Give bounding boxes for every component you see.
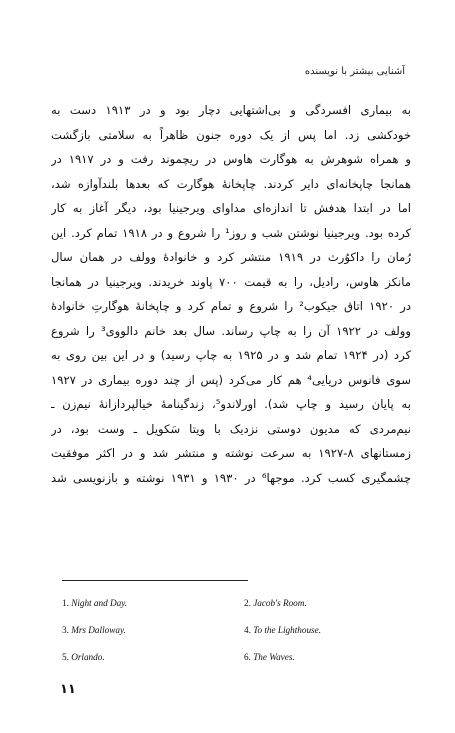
body-line: سوی فانوس دریایی⁴ هم کار می‌کرد (پس از چند دوره بیماری در ۱۹۲۷ xyxy=(51,372,411,387)
footnote-number: 4. xyxy=(244,625,251,635)
footnote-title: Mrs Dalloway. xyxy=(71,625,126,635)
footnote-1 xyxy=(62,598,127,608)
body-line: در ۱۹۲۰ اتاق جیکوب² را شروع و تمام کرد و چاپخانهٔ هوگارتِ خانوادهٔ xyxy=(51,299,411,313)
footnote-number: 6. xyxy=(244,652,251,662)
footnote-title: Jacob's Room. xyxy=(253,598,307,608)
footnote-title: To the Lighthouse. xyxy=(253,625,321,635)
body-line: زمستانهای ۸-۱۹۲۷ به سرعت نوشته و منتشر شد و در اکثر موفقیت xyxy=(51,446,411,460)
footnote-number: 2. xyxy=(244,598,251,608)
body-line: خودکشی زد. اما پس از یک دوره جنون ظاهراً به سلامتی بازگشت xyxy=(51,127,411,142)
body-line: اما در ابتدا هدفش تا اندازه‌ای مداوای ویرجینیا بود، دیگر آغاز به کار xyxy=(51,201,411,215)
footnote-title: Night and Day. xyxy=(71,598,128,608)
footnote-title: Orlando. xyxy=(71,652,105,662)
footnote-5 xyxy=(62,652,105,662)
footnote-2 xyxy=(244,598,307,608)
body-line: نیم‌مردی که مدیون دوستی نزدیک با ویتا سَکویل ـ وست بود، در xyxy=(51,421,411,436)
body-paragraph xyxy=(51,98,411,490)
footnote-divider xyxy=(62,580,248,581)
body-line: مانکز هاوس، رادیل، را به قیمت ۷۰۰ پاوند خریدند. ویرجینیا در همانجا xyxy=(51,274,411,289)
body-line: به بیماری افسردگی و بی‌اشتهایی دچار بود و در ۱۹۱۳ دست به xyxy=(51,103,411,117)
body-line: همانجا چاپخانه‌ای دایر کردند. چاپخانهٔ هوگارت که بعدها بلندآوازه شد، xyxy=(51,176,411,191)
body-line: وولف در ۱۹۲۲ آن را به چاپ رساند. سال بعد خانم دالووی³ را شروع xyxy=(51,323,411,338)
footnote-3 xyxy=(62,625,126,635)
running-head: آشنایی بیشتر با نویسنده xyxy=(304,66,405,77)
footnote-number: 3. xyxy=(62,625,69,635)
footnote-number: 5. xyxy=(62,652,69,662)
body-line: به پایان رسید و چاپ شد). اورلاندو⁵، زندگینامهٔ خیالپردازانهٔ نیم‌زن ـ xyxy=(51,397,411,411)
body-line: رُمان را داکوُرث در ۱۹۱۹ منتشر کرد و خانوادهٔ وولف در همان سال xyxy=(51,250,411,264)
footnote-title: The Waves. xyxy=(253,652,295,662)
footnote-6 xyxy=(244,652,295,662)
body-line: کرده بود. ویرجینیا نوشتن شب و روز¹ را شروع و در ۱۹۱۸ تمام کرد. این xyxy=(51,225,411,240)
footnote-4 xyxy=(244,625,321,635)
body-line: و همراه شوهرش به هوگارت هاوس در ریچموند رفت و در ۱۹۱۷ در xyxy=(51,152,411,166)
body-line: کرد (در ۱۹۲۴ تمام شد و در ۱۹۲۵ به چاپ رسید) و در این بین روی به xyxy=(51,348,411,362)
page-number: ۱۱ xyxy=(60,682,76,697)
body-line: چشمگیری کسب کرد. موجها⁶ در ۱۹۳۰ و ۱۹۳۱ نوشته و بازنویسی شد xyxy=(51,470,411,485)
footnote-number: 1. xyxy=(62,598,69,608)
